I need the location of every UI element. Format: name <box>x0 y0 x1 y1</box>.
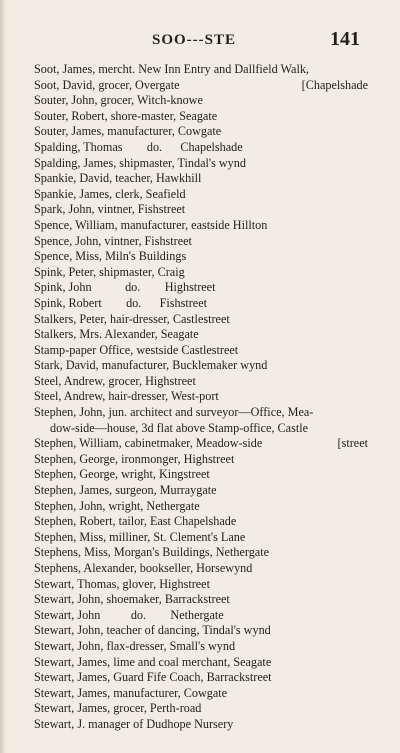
directory-entry <box>34 514 368 530</box>
directory-entry <box>34 530 368 546</box>
directory-entry <box>34 483 368 499</box>
entry-wrap-fragment: [Chapelshade <box>301 77 368 92</box>
directory-entry <box>34 280 368 296</box>
entry-text: Spalding, James, shipmaster, Tindal's wynd <box>34 155 246 170</box>
entry-text: Stewart, John, teacher of dancing, Tindal's wynd <box>34 623 271 638</box>
directory-entry <box>34 156 368 172</box>
directory-entry <box>34 62 368 78</box>
entry-text: Stewart, James, manufacturer, Cowgate <box>34 685 228 700</box>
directory-entry <box>34 467 368 483</box>
entry-text: Stephen, Miss, milliner, St. Clement's Lane <box>34 529 246 544</box>
directory-entry <box>34 717 368 733</box>
directory-entry <box>34 701 368 717</box>
entry-text: Stephen, John, jun. architect and surveyor—Office, Mea- <box>34 405 314 420</box>
entry-text: Spink, Robert do. Fishstreet <box>34 295 207 310</box>
directory-entries <box>34 62 368 733</box>
directory-entry <box>34 296 368 312</box>
entry-text: Stephen, James, surgeon, Murraygate <box>34 483 217 498</box>
directory-entry-continuation <box>34 421 368 437</box>
directory-entry <box>34 358 368 374</box>
directory-entry <box>34 93 368 109</box>
directory-entry <box>34 623 368 639</box>
entry-text: Spink, Peter, shipmaster, Craig <box>34 264 185 279</box>
running-head: SOO---STE <box>152 32 237 48</box>
entry-text: Stalkers, Peter, hair-dresser, Castlestreet <box>34 311 230 326</box>
entry-text: Stewart, James, Guard Fife Coach, Barrackstreet <box>34 670 272 685</box>
directory-entry <box>34 608 368 624</box>
entry-text: Stephen, George, wright, Kingstreet <box>34 467 210 482</box>
directory-entry <box>34 265 368 281</box>
directory-entry <box>34 140 368 156</box>
directory-entry <box>34 655 368 671</box>
directory-entry <box>34 234 368 250</box>
entry-text: Steel, Andrew, hair-dresser, West-port <box>34 389 219 404</box>
directory-entry <box>34 670 368 686</box>
entry-text: Stephen, George, ironmonger, Highstreet <box>34 451 235 466</box>
entry-text: Spalding, Thomas do. Chapelshade <box>34 139 243 154</box>
directory-entry <box>34 577 368 593</box>
entry-text: Stephen, Robert, tailor, East Chapelshade <box>34 514 237 529</box>
entry-text: Stewart, Thomas, glover, Highstreet <box>34 576 210 591</box>
directory-entry <box>34 343 368 359</box>
entry-text: Spankie, David, teacher, Hawkhill <box>34 171 202 186</box>
directory-entry <box>34 171 368 187</box>
directory-entry <box>34 202 368 218</box>
directory-entry <box>34 187 368 203</box>
directory-entry <box>34 561 368 577</box>
entry-text: Spence, William, manufacturer, eastside Hillton <box>34 217 268 232</box>
directory-entry <box>34 249 368 265</box>
entry-text: Spark, John, vintner, Fishstreet <box>34 202 186 217</box>
directory-entry <box>34 109 368 125</box>
directory-entry <box>34 312 368 328</box>
entry-text: dow-side—house, 3d flat above Stamp-office, Castle <box>50 420 309 435</box>
directory-entry <box>34 374 368 390</box>
entry-text: Stephen, John, wright, Nethergate <box>34 498 200 513</box>
page-number: 141 <box>330 28 360 50</box>
directory-entry <box>34 545 368 561</box>
directory-entry <box>34 78 368 94</box>
entry-text: Soot, David, grocer, Overgate <box>34 77 180 92</box>
entry-text: Spink, John do. Highstreet <box>34 280 216 295</box>
directory-entry <box>34 405 368 421</box>
entry-text: Spence, Miss, Miln's Buildings <box>34 249 187 264</box>
entry-text: Stewart, J. manager of Dudhope Nursery <box>34 716 234 731</box>
directory-entry <box>34 218 368 234</box>
entry-text: Stewart, James, grocer, Perth-road <box>34 701 202 716</box>
entry-text: Stephens, Miss, Morgan's Buildings, Nethergate <box>34 545 269 560</box>
entry-text: Stewart, James, lime and coal merchant, Seagate <box>34 654 272 669</box>
directory-entry <box>34 327 368 343</box>
entry-text: Stephen, William, cabinetmaker, Meadow-side <box>34 436 263 451</box>
entry-text: Souter, John, grocer, Witch-knowe <box>34 93 203 108</box>
entry-text: Stark, David, manufacturer, Bucklemaker wynd <box>34 358 268 373</box>
entry-text: Soot, James, mercht. New Inn Entry and Dallfield Walk, <box>34 62 309 76</box>
entry-text: Stamp-paper Office, westside Castlestreet <box>34 342 239 357</box>
entry-text: Stalkers, Mrs. Alexander, Seagate <box>34 327 199 342</box>
entry-wrap-fragment: [street <box>337 436 368 451</box>
directory-entry <box>34 592 368 608</box>
page-header <box>0 30 400 52</box>
entry-text: Spankie, James, clerk, Seafield <box>34 186 186 201</box>
entry-text: Stewart, John, shoemaker, Barrackstreet <box>34 592 230 607</box>
directory-entry <box>34 639 368 655</box>
directory-entry <box>34 452 368 468</box>
entry-text: Spence, John, vintner, Fishstreet <box>34 233 192 248</box>
entry-text: Souter, James, manufacturer, Cowgate <box>34 124 222 139</box>
directory-entry <box>34 389 368 405</box>
entry-text: Souter, Robert, shore-master, Seagate <box>34 108 218 123</box>
directory-entry <box>34 686 368 702</box>
entry-text: Stewart, John, flax-dresser, Small's wynd <box>34 638 236 653</box>
directory-entry <box>34 436 368 452</box>
entry-text: Stewart, John do. Nethergate <box>34 607 224 622</box>
directory-entry <box>34 124 368 140</box>
entry-text: Steel, Andrew, grocer, Highstreet <box>34 373 196 388</box>
entry-text: Stephens, Alexander, bookseller, Horsewynd <box>34 561 253 575</box>
directory-entry <box>34 499 368 515</box>
